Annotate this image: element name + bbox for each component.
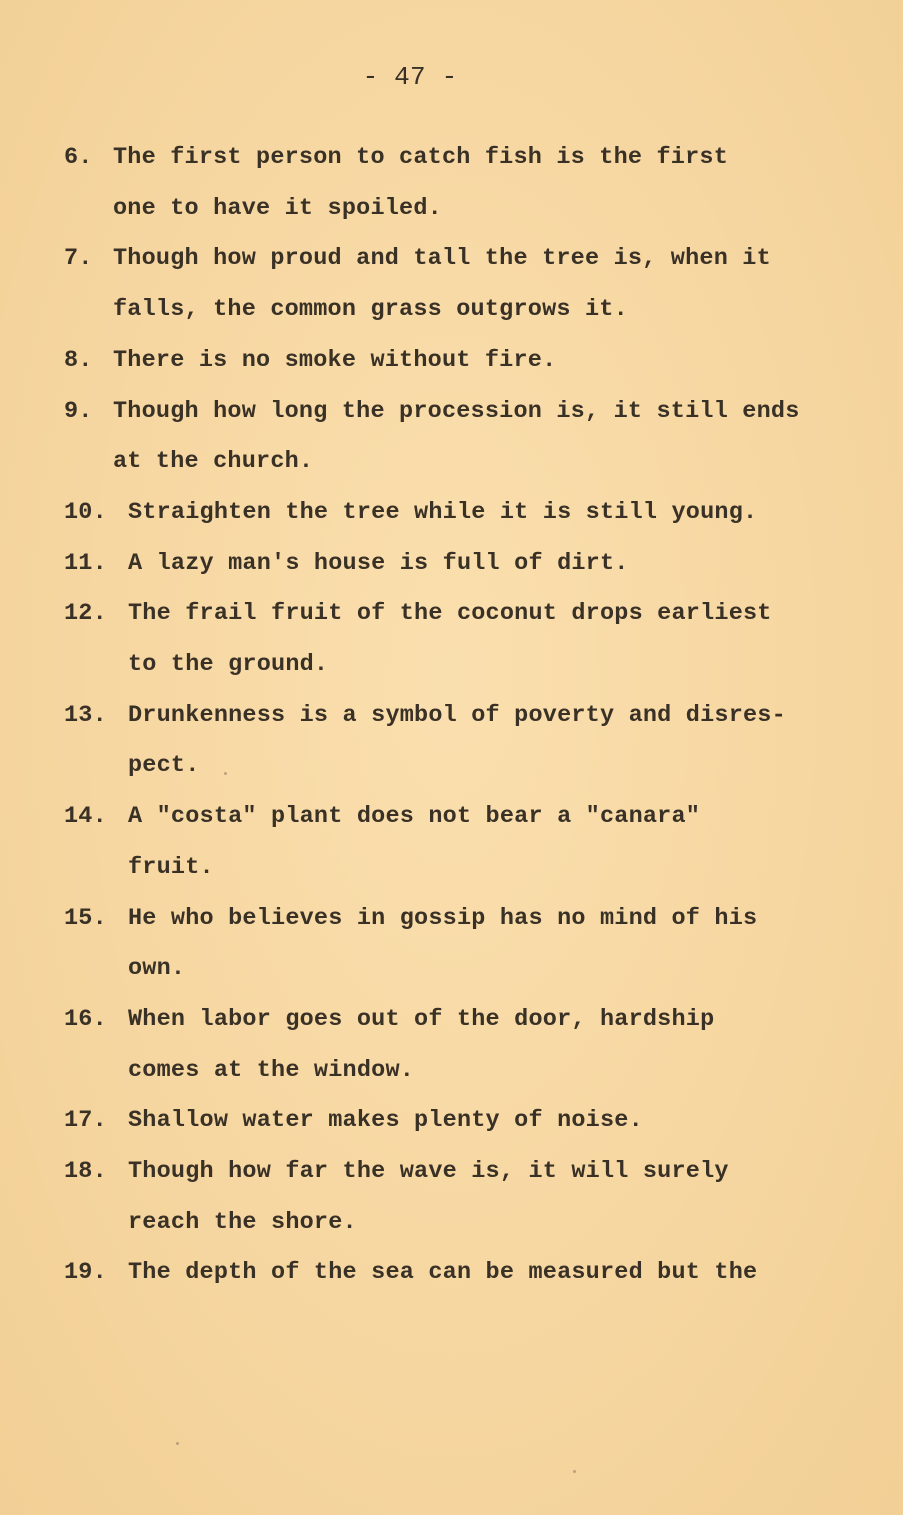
proverb-number: 16. [64,1005,107,1033]
proverb-item [0,1096,903,1147]
proverb-item [0,488,903,539]
proverb-item [0,387,903,488]
proverb-number: 14. [64,803,107,831]
proverb-item [0,1147,903,1248]
proverb-item [0,691,903,792]
proverb-text: He who believes in gossip has no mind of his own. [128,904,758,983]
proverb-text: Shallow water makes plenty of noise. [128,1107,643,1135]
proverb-item [0,589,903,690]
proverb-number: 13. [64,701,107,729]
proverb-number: 11. [64,549,107,577]
proverb-item [0,234,903,335]
proverb-number: 12. [64,600,107,628]
proverb-item [0,133,903,234]
proverb-text: Drunkenness is a symbol of poverty and disres- pect. [128,701,786,780]
proverb-text: Though how far the wave is, it will surely reach the shore. [128,1158,729,1236]
proverb-item [0,792,903,893]
proverb-text: Though how long the procession is, it still ends at the church. [113,397,800,476]
proverb-text: Straighten the tree while it is still young. [128,498,758,526]
proverb-number: 7. [64,245,93,273]
proverb-item [0,336,903,387]
proverb-text: The first person to catch fish is the first one to have it spoiled. [113,144,728,222]
proverb-text: When labor goes out of the door, hardship comes at the window. [128,1005,715,1084]
proverb-number: 8. [64,346,93,374]
paper-speck [573,1470,576,1473]
proverb-number: 9. [64,397,93,425]
proverb-number: 17. [64,1107,107,1135]
proverb-item [0,995,903,1096]
proverb-item [0,1248,903,1299]
paper-speck [224,772,227,775]
proverb-text: The depth of the sea can be measured but the [128,1259,758,1287]
proverb-number: 10. [64,498,107,526]
proverb-list [0,133,903,1299]
proverb-number: 18. [64,1158,107,1186]
proverb-text: Though how proud and tall the tree is, when it falls, the common grass outgrows it. [113,245,771,324]
paper-speck [176,1442,179,1445]
proverb-text: A lazy man's house is full of dirt. [128,549,629,577]
proverb-item [0,894,903,995]
page-number: - 47 - [362,62,458,92]
proverb-item [0,539,903,590]
proverb-number: 6. [64,144,93,171]
proverb-text: The frail fruit of the coconut drops earliest to the ground. [128,600,772,679]
proverb-number: 19. [64,1259,107,1287]
proverb-number: 15. [64,904,107,932]
proverb-text: There is no smoke without fire. [113,346,557,374]
proverb-text: A "costa" plant does not bear a "canara" fruit. [128,803,701,881]
